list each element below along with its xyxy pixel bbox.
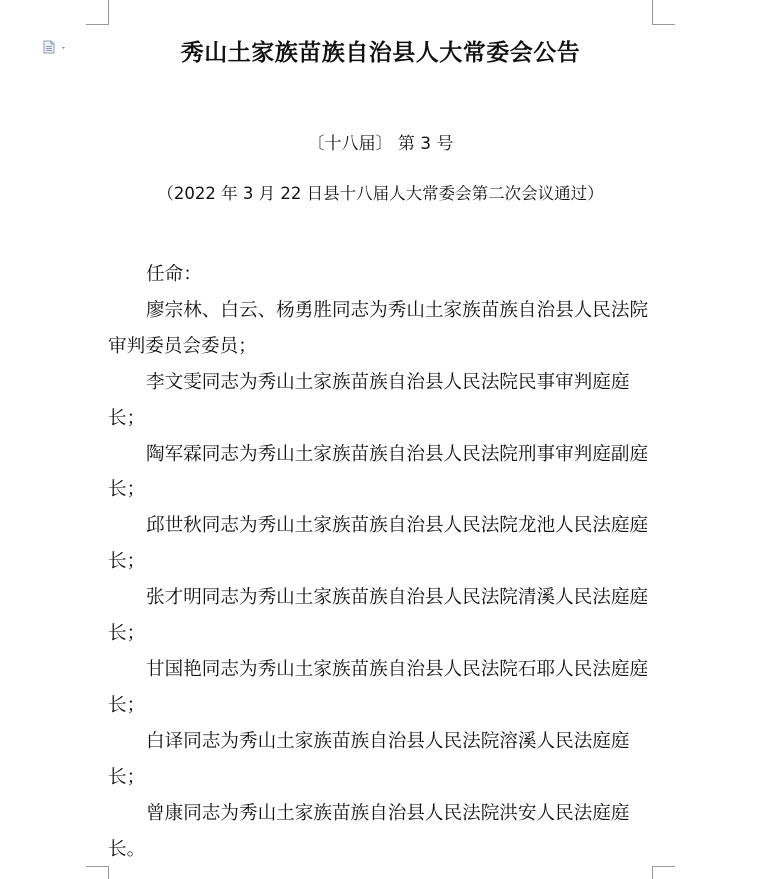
intro-line: 任命： — [146, 264, 202, 285]
document-body — [108, 257, 653, 867]
appointment-paragraph: 李文雯同志为秀山土家族苗族自治县人民法院民事审判庭庭长； — [108, 371, 630, 429]
appointment-paragraph: 白译同志为秀山土家族苗族自治县人民法院溶溪人民法庭庭长； — [108, 730, 630, 788]
crop-mark-bottom-left — [86, 866, 109, 867]
appointment-paragraph: 张才明同志为秀山土家族苗族自治县人民法院清溪人民法庭庭长； — [108, 587, 649, 645]
session-number: 〔十八届〕 第 3 号 — [307, 134, 454, 154]
appointment-paragraph: 甘国艳同志为秀山土家族苗族自治县人民法院石耶人民法庭庭长； — [108, 658, 649, 716]
adoption-note: （2022 年 3 月 22 日县十八届人大常委会第二次会议通过） — [157, 184, 604, 203]
crop-mark-bottom-right — [652, 866, 653, 879]
page-title: 秀山土家族苗族自治县人大常委会公告 — [180, 40, 581, 66]
appointment-paragraph: 邱世秋同志为秀山土家族苗族自治县人民法院龙池人民法庭庭长； — [108, 515, 649, 573]
crop-mark-bottom-right — [652, 866, 675, 867]
crop-mark-bottom-left — [108, 866, 109, 879]
crop-mark-top-right — [652, 24, 675, 25]
appointment-paragraph: 廖宗林、白云、杨勇胜同志为秀山土家族苗族自治县人民法院审判委员会委员； — [108, 299, 649, 357]
document-menu-icon[interactable] — [43, 40, 69, 54]
appointment-paragraph: 曾康同志为秀山土家族苗族自治县人民法院洪安人民法庭庭长。 — [108, 802, 630, 860]
appointment-paragraph: 陶军霖同志为秀山土家族苗族自治县人民法院刑事审判庭副庭长； — [108, 443, 649, 501]
crop-mark-top-left — [86, 24, 109, 25]
crop-mark-top-left — [108, 0, 109, 24]
crop-mark-top-right — [652, 0, 653, 24]
